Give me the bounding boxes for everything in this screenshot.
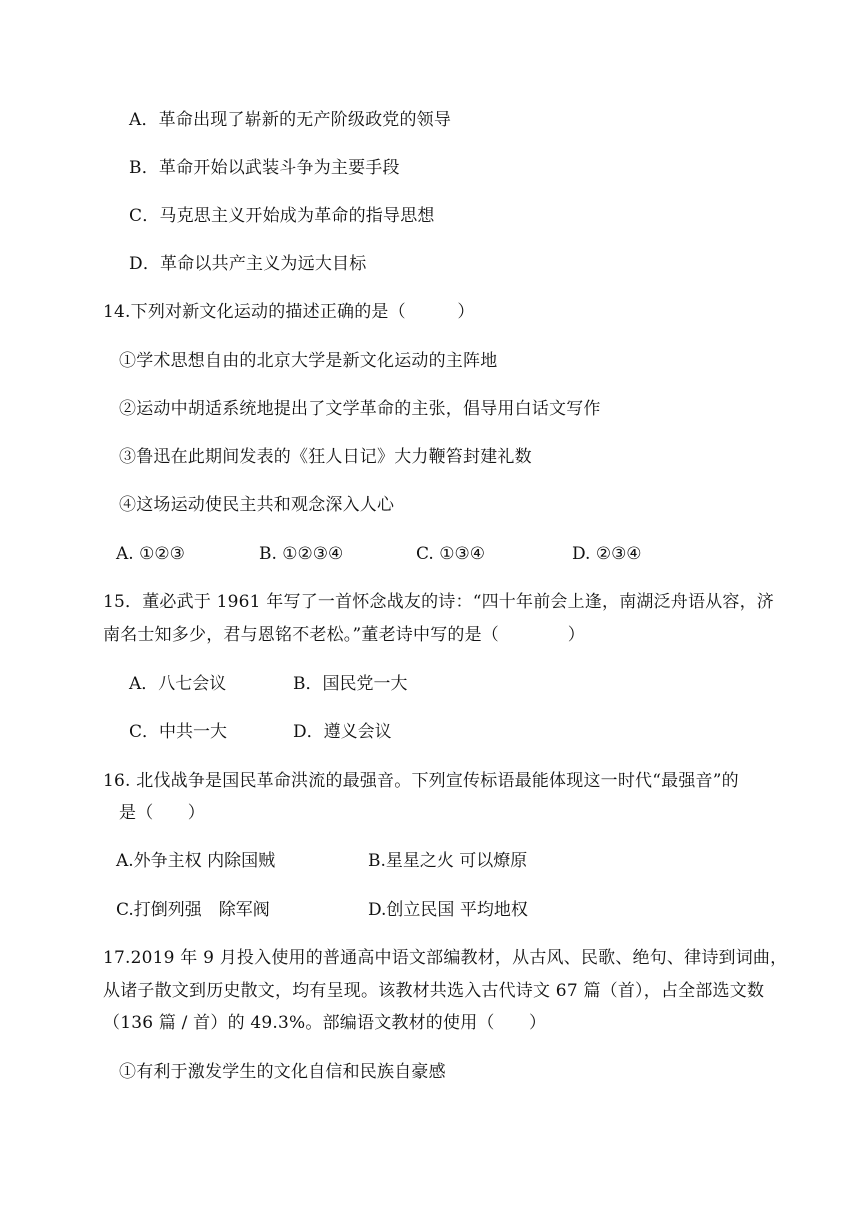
- q16-option-a: A.外争主权 内除国贼: [116, 851, 276, 871]
- q15-stem-line-2: 南名士知多少，君与恩铭不老松。”董老诗中写的是（ ）: [103, 625, 585, 645]
- q17-stem-line-3: （136 篇 / 首）的 49.3%。部编语文教材的使用（ ）: [103, 1013, 547, 1033]
- q17-stem-line-1: 17.2019 年 9 月投入使用的普通高中语文部编教材，从古风、民歌、绝句、律诗到词曲，: [103, 948, 788, 968]
- q15-option-b: B．国民党一大: [293, 674, 408, 694]
- q14-statement-3: ③鲁迅在此期间发表的《狂人日记》大力鞭笞封建礼数: [119, 447, 532, 467]
- q13-option-a: A．革命出现了崭新的无产阶级政党的领导: [129, 110, 452, 130]
- q14-statement-2: ②运动中胡适系统地提出了文学革命的主张，倡导用白话文写作: [119, 399, 601, 419]
- q13-option-b: B．革命开始以武装斗争为主要手段: [129, 158, 400, 178]
- q17-stem-line-2: 从诸子散文到历史散文，均有呈现。该教材共选入古代诗文 67 篇（首），占全部选文数: [103, 981, 765, 1001]
- q14-statement-1: ①学术思想自由的北京大学是新文化运动的主阵地: [119, 351, 498, 371]
- q14-stem: 14.下列对新文化运动的描述正确的是（ ）: [103, 302, 475, 322]
- q14-statement-4: ④这场运动使民主共和观念深入人心: [119, 495, 395, 515]
- q15-option-a: A．八七会议: [129, 674, 227, 694]
- q14-option-d: D. ②③④: [572, 544, 642, 564]
- q13-option-d: D．革命以共产主义为远大目标: [129, 254, 367, 274]
- q14-option-a: A. ①②③: [116, 544, 185, 564]
- q14-option-c: C. ①③④: [416, 544, 485, 564]
- q17-statement-1: ①有利于激发学生的文化自信和民族自豪感: [119, 1062, 446, 1082]
- q15-stem-line-1: 15．董必武于 1961 年写了一首怀念战友的诗：“四十年前会上逢，南湖泛舟语从容，济: [103, 592, 774, 612]
- q14-option-b: B. ①②③④: [259, 544, 344, 564]
- q15-option-d: D．遵义会议: [293, 722, 392, 742]
- q16-option-c: C.打倒列强 除军阀: [116, 900, 270, 920]
- q13-option-c: C．马克思主义开始成为革命的指导思想: [129, 206, 435, 226]
- q15-option-c: C．中共一大: [129, 722, 228, 742]
- q16-option-b: B.星星之火 可以燎原: [368, 851, 528, 871]
- q16-stem-line-1: 16. 北伐战争是国民革命洪流的最强音。下列宣传标语最能体现这一时代“最强音”的: [103, 771, 739, 791]
- q16-option-d: D.创立民国 平均地权: [368, 900, 528, 920]
- q16-stem-line-2: 是（ ）: [119, 803, 205, 823]
